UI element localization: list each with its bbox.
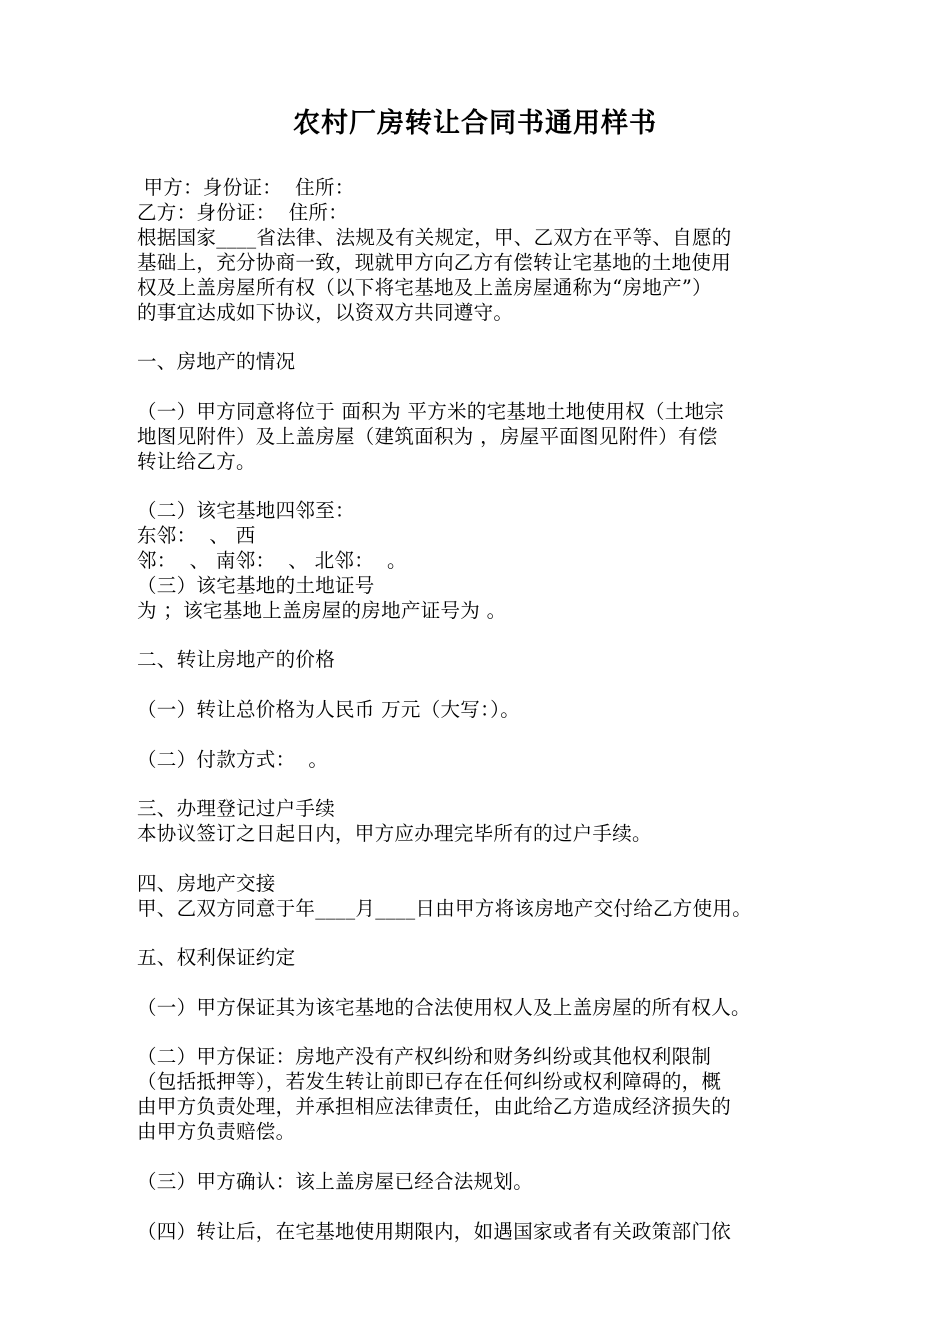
clause-line: （四）转让后，在宅基地使用期限内，如遇国家或者有关政策部门依 <box>137 1220 732 1243</box>
section-heading: 四、房地产交接 <box>137 872 276 895</box>
clause-line: 转让给乙方。 <box>137 450 256 473</box>
clause-line: （包括抵押等），若发生转让前即已存在任何纠纷或权利障碍的，概 <box>137 1070 722 1093</box>
clause-line: 为 ；该宅基地上盖房屋的房地产证号为 。 <box>137 599 507 622</box>
section-heading: 五、权利保证约定 <box>137 946 296 969</box>
clause-line: 东邻： 、 西 <box>137 524 256 547</box>
clause-line: 甲、乙双方同意于年____月____日由甲方将该房地产交付给乙方使用。 <box>137 897 752 920</box>
preamble-line: 的事宜达成如下协议，以资双方共同遵守。 <box>137 301 514 324</box>
section-heading: 三、办理登记过户手续 <box>137 797 336 820</box>
section-heading: 二、转让房地产的价格 <box>137 648 336 671</box>
clause-line: 邻： 、 南邻： 、 北邻： 。 <box>137 549 407 572</box>
preamble-line: 基础上，充分协商一致，现就甲方向乙方有偿转让宅基地的土地使用 <box>137 251 732 274</box>
clause-line: （一）转让总价格为人民币 万元（大写：）。 <box>137 698 520 721</box>
clause-line: 由甲方负责处理，并承担相应法律责任，由此给乙方造成经济损失的 <box>137 1095 732 1118</box>
section-heading: 一、房地产的情况 <box>137 350 296 373</box>
clause-line: 由甲方负责赔偿。 <box>137 1120 296 1143</box>
clause-line: （一）甲方同意将位于 面积为 平方米的宅基地土地使用权（土地宗 <box>137 400 725 423</box>
clause-line: （二）付款方式： 。 <box>137 748 329 771</box>
preamble-line: 根据国家____省法律、法规及有关规定，甲、乙双方在平等、自愿的 <box>137 226 732 249</box>
clause-line: （三）甲方确认：该上盖房屋已经合法规划。 <box>137 1170 534 1193</box>
party-a-line: 甲方：身份证： 住所： <box>137 176 355 199</box>
clause-line: 地图见附件）及上盖房屋（建筑面积为 ，房屋平面图见附件）有偿 <box>137 425 718 448</box>
clause-line: 本协议签订之日起日内，甲方应办理完毕所有的过户手续。 <box>137 822 652 845</box>
document-title: 农村厂房转让合同书通用样书 <box>293 108 657 139</box>
preamble-line: 权及上盖房屋所有权（以下将宅基地及上盖房屋通称为“房地产”） <box>137 276 712 299</box>
clause-line: （三）该宅基地的土地证号 <box>137 574 375 597</box>
clause-line: （二）甲方保证：房地产没有产权纠纷和财务纠纷或其他权利限制 <box>137 1045 712 1068</box>
clause-line: （二）该宅基地四邻至： <box>137 499 355 522</box>
party-b-line: 乙方：身份证： 住所： <box>137 201 348 224</box>
clause-line: （一）甲方保证其为该宅基地的合法使用权人及上盖房屋的所有权人。 <box>137 996 751 1019</box>
